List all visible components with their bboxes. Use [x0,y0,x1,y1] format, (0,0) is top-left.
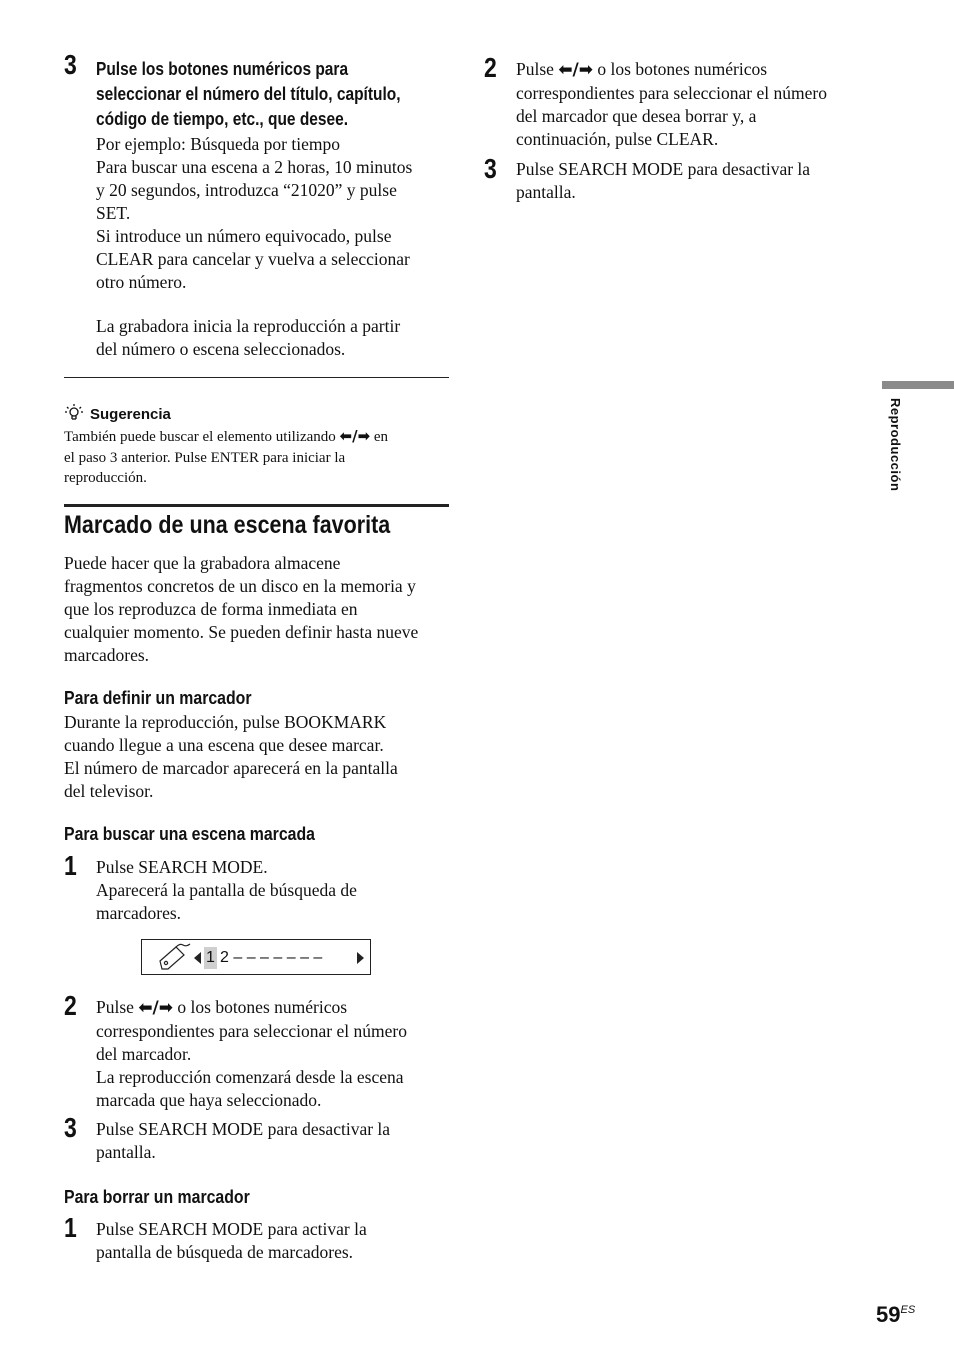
body-line: Pulse SEARCH MODE para desactivar la [516,159,811,179]
body-line: correspondientes para seleccionar el número [516,83,827,103]
body-line: Si introduce un número equivocado, pulse [96,226,392,246]
body-line: El número de marcador aparecerá en la pantalla [64,758,398,778]
body-line: fragmentos concretos de un disco en la memoria y [64,576,416,596]
body-line: pantalla de búsqueda de marcadores. [96,1242,354,1262]
page-language-suffix: ES [900,1304,916,1316]
body-line: continuación, pulse CLEAR. [516,129,719,149]
body-line: Durante la reproducción, pulse BOOKMARK [64,712,387,732]
section-rule [64,504,449,507]
step-number-1: 1 [64,1212,77,1243]
body-line: Pulse SEARCH MODE. [96,857,268,877]
body-line: Por ejemplo: Búsqueda por tiempo [96,134,340,154]
body-line: SET. [96,203,131,223]
page-number-value: 59 [876,1302,901,1327]
search-heading: Para buscar una escena marcada [64,824,315,844]
body-line: o los botones numéricos [597,59,768,79]
body-line: del televisor. [64,781,154,801]
body-line: que los reproduzca de forma inmediata en [64,599,358,619]
step-number-2: 2 [484,52,497,83]
body-line: marcadores. [64,645,150,665]
body-line: del marcador. [96,1044,192,1064]
body-line: cualquier momento. Se pueden definir hasta nueve [64,622,419,642]
erase-step2-text [516,58,827,151]
selected-bookmark: 1 [204,947,217,969]
search-step3-text [96,1118,390,1164]
body-line: Puede hacer que la grabadora almacene [64,553,341,573]
search-step2-text [96,996,407,1112]
body-line: Pulse SEARCH MODE para desactivar la [96,1119,391,1139]
right-triangle-icon [357,952,365,964]
section-intro [64,552,418,667]
body-line: marcadores. [96,903,182,923]
body-line: pantalla. [96,1142,156,1162]
body-line: Para buscar una escena a 2 horas, 10 minutos [96,157,413,177]
tip-text-line: reproducción. [64,470,147,486]
step3-heading [96,57,401,132]
tip-text-line: También puede buscar el elemento utilizando [64,429,336,445]
step3-heading-line: Pulse los botones numéricos para [96,59,349,79]
step3-heading-line: seleccionar el número del título, capítulo, [96,84,401,104]
side-tab-label: Reproducción [888,398,903,492]
body-line: y 20 segundos, introduzca “21020” y pulse [96,180,397,200]
bookmark-tag-icon [156,943,196,973]
step3-heading-line: código de tiempo, etc., que desee. [96,109,349,129]
body-line: marcada que haya seleccionado. [96,1090,322,1110]
left-right-arrow-icon: ⬅/➡ [138,998,174,1018]
tip-text [64,426,454,489]
body-line: La grabadora inicia la reproducción a partir [96,316,401,336]
body-line: Pulse [96,997,134,1017]
define-body [64,711,398,803]
body-line: CLEAR para cancelar y vuelva a seleccionar [96,249,410,269]
side-tab-bar [882,381,954,389]
tip-label: Sugerencia [90,406,171,423]
tip-divider [64,377,449,378]
body-line: Pulse SEARCH MODE para activar la [96,1219,367,1239]
step-number-3: 3 [64,1112,77,1143]
left-triangle-icon [194,952,202,964]
body-line: pantalla. [516,182,576,202]
step3-result [96,315,400,361]
body-line: La reproducción comenzará desde la escena [96,1067,404,1087]
erase-step1-text [96,1218,367,1264]
tip-text-line: el paso 3 anterior. Pulse ENTER para iniciar la [64,449,346,466]
step3-body [96,133,412,294]
step-number-2: 2 [64,990,77,1021]
page-number [876,1302,915,1328]
body-line: Aparecerá la pantalla de búsqueda de [96,880,357,900]
body-line: del marcador que desea borrar y, a [516,106,757,126]
search-step1-text [96,856,357,925]
define-heading: Para definir un marcador [64,688,252,708]
bookmark-slots: 2 – – – – – – – [220,949,323,966]
tip-text-line: en [373,429,389,445]
section-title: Marcado de una escena favorita [64,511,391,539]
body-line: Pulse [516,59,554,79]
step-number-3: 3 [484,153,497,184]
body-line: otro número. [96,272,187,292]
lightbulb-icon [64,403,84,423]
body-line: cuando llegue a una escena que desee marcar. [64,735,384,755]
erase-heading: Para borrar un marcador [64,1187,250,1207]
left-right-arrow-icon: ⬅/➡ [558,60,594,80]
bookmark-search-display [141,939,371,975]
body-line: del número o escena seleccionados. [96,339,346,359]
step-number-3: 3 [64,49,77,80]
body-line: o los botones numéricos [177,997,348,1017]
erase-step3-text [516,158,810,204]
step-number-1: 1 [64,850,77,881]
body-line: correspondientes para seleccionar el número [96,1021,407,1041]
left-right-arrow-icon: ⬅/➡ [339,427,371,445]
